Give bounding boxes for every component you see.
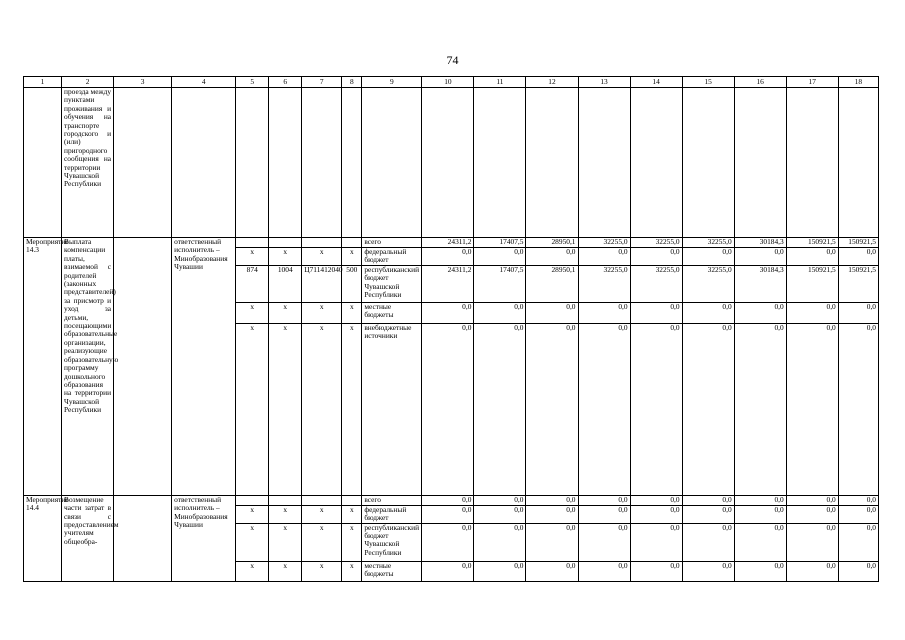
amount-cell: 0,0 xyxy=(786,302,838,323)
budget-code-c5: x xyxy=(236,323,269,495)
budget-code-c5 xyxy=(236,238,269,248)
amount-cell: 32255,0 xyxy=(578,265,630,302)
column-header-3: 3 xyxy=(114,77,172,88)
amount-cell: 0,0 xyxy=(526,523,578,561)
budget-code-c5: x xyxy=(236,561,269,581)
amount-cell: 32255,0 xyxy=(682,265,734,302)
budget-code-c7: x xyxy=(302,323,342,495)
amount-cell: 0,0 xyxy=(734,248,786,266)
amount-cell: 0,0 xyxy=(422,248,474,266)
amount-cell: 0,0 xyxy=(474,248,526,266)
amount-cell: 0,0 xyxy=(526,302,578,323)
amount-cell: 150921,5 xyxy=(838,265,878,302)
budget-code-c6: x xyxy=(269,505,302,523)
amount-cell: 150921,5 xyxy=(838,238,878,248)
amount-cell: 0,0 xyxy=(630,523,682,561)
column-header-4: 4 xyxy=(172,77,236,88)
amount-cell: 0,0 xyxy=(422,505,474,523)
amount-cell: 0,0 xyxy=(838,302,878,323)
amount-cell: 0,0 xyxy=(682,248,734,266)
column-header-10: 10 xyxy=(422,77,474,88)
measure-row xyxy=(24,495,879,505)
measure-description: Возмещение части затрат в связи с предоставлением учителям общеобра- xyxy=(62,495,114,581)
amount-cell: 0,0 xyxy=(526,561,578,581)
continued-description: проезда между пунктами проживания и обучения на транспорте городского и (или) пригородного сообщения на территории Чувашской Республики xyxy=(62,88,114,238)
budget-code-c5: x xyxy=(236,505,269,523)
amount-cell: 0,0 xyxy=(838,523,878,561)
funding-source: республиканский бюджет Чувашской Республики xyxy=(362,523,422,561)
column-header-row xyxy=(24,77,879,88)
measure-code: Мероприятие 14.4 xyxy=(24,495,62,581)
amount-cell: 0,0 xyxy=(786,495,838,505)
amount-cell: 0,0 xyxy=(786,248,838,266)
funding-source: федеральный бюджет xyxy=(362,248,422,266)
budget-code-c7: x xyxy=(302,505,342,523)
funding-source: внебюджетные источники xyxy=(362,323,422,495)
column-header-2: 2 xyxy=(62,77,114,88)
amount-cell: 150921,5 xyxy=(786,265,838,302)
budget-code-c8: x xyxy=(342,248,362,266)
amount-cell: 0,0 xyxy=(578,248,630,266)
budget-code-c5: x xyxy=(236,523,269,561)
funding-source: всего xyxy=(362,495,422,505)
budget-code-c6: x xyxy=(269,523,302,561)
amount-cell: 0,0 xyxy=(474,323,526,495)
column-header-17: 17 xyxy=(786,77,838,88)
budget-code-c8: x xyxy=(342,561,362,581)
amount-cell: 0,0 xyxy=(526,505,578,523)
amount-cell: 0,0 xyxy=(474,302,526,323)
amount-cell: 0,0 xyxy=(838,248,878,266)
budget-code-c7 xyxy=(302,238,342,248)
budget-code-c7: Ц711412040 xyxy=(302,265,342,302)
amount-cell: 0,0 xyxy=(786,323,838,495)
amount-cell: 32255,0 xyxy=(630,265,682,302)
amount-cell: 0,0 xyxy=(422,302,474,323)
amount-cell: 0,0 xyxy=(578,561,630,581)
amount-cell: 0,0 xyxy=(474,523,526,561)
page-number: 74 xyxy=(446,53,459,67)
measure-code: Мероприятие 14.3 xyxy=(24,238,62,496)
amount-cell: 0,0 xyxy=(734,505,786,523)
amount-cell: 0,0 xyxy=(578,323,630,495)
amount-cell: 17407,5 xyxy=(474,265,526,302)
amount-cell: 0,0 xyxy=(682,505,734,523)
amount-cell: 0,0 xyxy=(630,323,682,495)
amount-cell: 32255,0 xyxy=(630,238,682,248)
amount-cell: 0,0 xyxy=(682,302,734,323)
column-header-1: 1 xyxy=(24,77,62,88)
amount-cell: 0,0 xyxy=(734,523,786,561)
budget-code-c6: x xyxy=(269,248,302,266)
amount-cell: 0,0 xyxy=(422,523,474,561)
amount-cell: 0,0 xyxy=(682,523,734,561)
amount-cell: 0,0 xyxy=(838,505,878,523)
amount-cell: 0,0 xyxy=(682,561,734,581)
budget-code-c8: x xyxy=(342,505,362,523)
amount-cell: 0,0 xyxy=(734,323,786,495)
amount-cell: 32255,0 xyxy=(578,238,630,248)
amount-cell: 0,0 xyxy=(578,505,630,523)
amount-cell: 0,0 xyxy=(682,323,734,495)
column-header-9: 9 xyxy=(362,77,422,88)
amount-cell: 0,0 xyxy=(838,495,878,505)
amount-cell: 0,0 xyxy=(630,302,682,323)
amount-cell: 0,0 xyxy=(786,561,838,581)
measure-description: Выплата компенсации платы, взимаемой с родителей (законных представителей) за присмотр и уход за детьми, посещающими образовательные организации, реализующие образовательную программу дошкольного образования на территории Чувашской Республики xyxy=(62,238,114,496)
column-header-6: 6 xyxy=(269,77,302,88)
column-header-7: 7 xyxy=(302,77,342,88)
budget-code-c8: x xyxy=(342,302,362,323)
budget-code-c6: x xyxy=(269,323,302,495)
column-header-8: 8 xyxy=(342,77,362,88)
budget-code-c7 xyxy=(302,495,342,505)
column-header-15: 15 xyxy=(682,77,734,88)
budget-code-c6: x xyxy=(269,561,302,581)
budget-code-c7: x xyxy=(302,523,342,561)
amount-cell: 32255,0 xyxy=(682,238,734,248)
amount-cell: 0,0 xyxy=(838,561,878,581)
budget-code-c6 xyxy=(269,238,302,248)
amount-cell: 0,0 xyxy=(734,302,786,323)
budget-code-c5 xyxy=(236,495,269,505)
amount-cell: 0,0 xyxy=(474,505,526,523)
amount-cell: 0,0 xyxy=(630,248,682,266)
amount-cell: 28950,1 xyxy=(526,238,578,248)
amount-cell: 0,0 xyxy=(526,323,578,495)
column-header-18: 18 xyxy=(838,77,878,88)
continuation-row xyxy=(24,88,879,238)
amount-cell: 0,0 xyxy=(786,523,838,561)
budget-code-c8 xyxy=(342,495,362,505)
budget-code-c5: x xyxy=(236,248,269,266)
measure-row xyxy=(24,238,879,248)
funding-source: республиканский бюджет Чувашской Республики xyxy=(362,265,422,302)
budget-code-c8: 500 xyxy=(342,265,362,302)
amount-cell: 150921,5 xyxy=(786,238,838,248)
amount-cell: 0,0 xyxy=(526,495,578,505)
amount-cell: 0,0 xyxy=(630,495,682,505)
amount-cell: 0,0 xyxy=(734,561,786,581)
funding-source: местные бюджеты xyxy=(362,561,422,581)
responsible-executor: ответственный исполнитель – Минобразования Чувашии xyxy=(172,495,236,581)
amount-cell: 28950,1 xyxy=(526,265,578,302)
budget-code-c8: x xyxy=(342,523,362,561)
funding-source: местные бюджеты xyxy=(362,302,422,323)
amount-cell: 0,0 xyxy=(422,323,474,495)
amount-cell: 0,0 xyxy=(630,505,682,523)
budget-code-c5: x xyxy=(236,302,269,323)
amount-cell: 0,0 xyxy=(734,495,786,505)
amount-cell: 17407,5 xyxy=(474,238,526,248)
column-header-13: 13 xyxy=(578,77,630,88)
amount-cell: 0,0 xyxy=(578,495,630,505)
funding-source: федеральный бюджет xyxy=(362,505,422,523)
amount-cell: 0,0 xyxy=(474,495,526,505)
budget-code-c8: x xyxy=(342,323,362,495)
budget-code-c8 xyxy=(342,238,362,248)
funding-source: всего xyxy=(362,238,422,248)
amount-cell: 0,0 xyxy=(682,495,734,505)
budget-code-c7: x xyxy=(302,302,342,323)
budget-code-c7: x xyxy=(302,561,342,581)
amount-cell: 0,0 xyxy=(474,561,526,581)
amount-cell: 0,0 xyxy=(526,248,578,266)
column-header-16: 16 xyxy=(734,77,786,88)
amount-cell: 0,0 xyxy=(786,505,838,523)
budget-code-c5: 874 xyxy=(236,265,269,302)
column-header-12: 12 xyxy=(526,77,578,88)
responsible-executor: ответственный исполнитель – Минобразования Чувашии xyxy=(172,238,236,496)
amount-cell: 24311,2 xyxy=(422,238,474,248)
amount-cell: 0,0 xyxy=(422,495,474,505)
amount-cell: 0,0 xyxy=(578,523,630,561)
amount-cell: 30184,3 xyxy=(734,265,786,302)
amount-cell: 30184,3 xyxy=(734,238,786,248)
column-header-14: 14 xyxy=(630,77,682,88)
budget-code-c6: 1004 xyxy=(269,265,302,302)
amount-cell: 24311,2 xyxy=(422,265,474,302)
budget-code-c6 xyxy=(269,495,302,505)
amount-cell: 0,0 xyxy=(630,561,682,581)
budget-table xyxy=(23,76,879,582)
budget-code-c7: x xyxy=(302,248,342,266)
amount-cell: 0,0 xyxy=(578,302,630,323)
amount-cell: 0,0 xyxy=(838,323,878,495)
amount-cell: 0,0 xyxy=(422,561,474,581)
column-header-5: 5 xyxy=(236,77,269,88)
column-header-11: 11 xyxy=(474,77,526,88)
budget-code-c6: x xyxy=(269,302,302,323)
